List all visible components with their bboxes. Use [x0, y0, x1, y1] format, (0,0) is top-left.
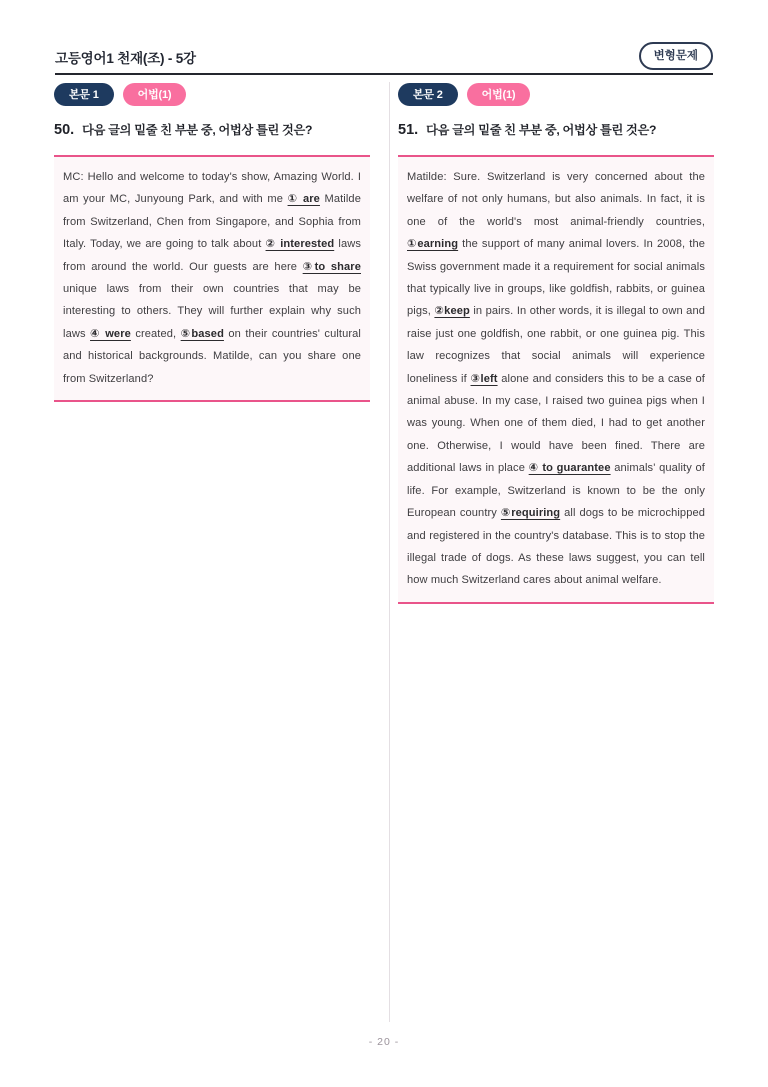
underlined-option: ⑤requiring — [500, 507, 561, 520]
passage-text: Matilde: Sure. Switzerland is very concerned about the welfare of not only humans, but also animals. In fact, it is one of the world's most animal-friendly countries, — [407, 171, 705, 228]
underlined-option: ③left — [470, 372, 498, 385]
passage-text: laws from around the world. Our guests are here — [63, 238, 361, 273]
question-51-column — [398, 82, 714, 604]
underlined-option: ③to share — [302, 260, 361, 273]
underlined-option: ④ to guarantee — [528, 462, 611, 475]
underlined-option: ⑤based — [180, 327, 224, 340]
passage-text: alone and considers this to be a case of animal abuse. In my case, I raised two guinea pigs when I was young. When one of them died, I had to get another one. Otherwise, I would have been fined. There are additional laws in place — [407, 372, 705, 475]
badge-row — [398, 82, 714, 106]
question-prompt: 다음 글의 밑줄 친 부분 중, 어법상 틀린 것은? — [426, 123, 657, 137]
underlined-option: ④ were — [90, 327, 131, 340]
underlined-option: ① are — [287, 193, 320, 206]
passage-text: MC: Hello and welcome to today's show, Amazing World. I am your MC, Junyoung Park, and with me — [63, 171, 361, 206]
passage-text: unique laws from their own countries that may be interesting to others. They will further explain why such laws — [63, 283, 361, 340]
badge-row — [54, 82, 370, 106]
question-number: 50. — [54, 122, 75, 138]
passage-text: in pairs. In other words, it is illegal to own and raise just one goldfish, one rabbit, or one guinea pig. This law recognizes that social animals will experience loneliness if — [407, 305, 705, 385]
variant-problem-badge: 변형문제 — [639, 42, 713, 70]
grammar-type-badge: 어법(1) — [123, 83, 187, 106]
document-title: 고등영어1 천재(조) - 5강 — [55, 51, 196, 66]
passage-text-box — [398, 155, 714, 604]
passage-text: on their countries' cultural and historical backgrounds. Matilde, can you share one from Switzerland? — [63, 327, 361, 385]
underlined-option: ①earning — [407, 238, 459, 251]
passage-text: created, — [130, 327, 181, 340]
passage-number-badge: 본문 2 — [398, 83, 458, 106]
passage-text: Matilde from Switzerland, Chen from Singapore, and Sophia from Italy. Today, we are going to talk about — [63, 193, 361, 251]
question-number: 51. — [398, 122, 419, 138]
question-heading — [54, 121, 370, 142]
passage-text: animals' quality of life. For example, Switzerland is known to be the only European country — [407, 462, 705, 520]
page-number: - 20 - — [368, 1036, 400, 1048]
page-header — [55, 42, 713, 72]
column-divider — [389, 82, 390, 1022]
header-rule — [55, 73, 713, 75]
question-prompt: 다음 글의 밑줄 친 부분 중, 어법상 틀린 것은? — [82, 123, 313, 137]
passage-text: the support of many animal lovers. In 2008, the Swiss government made it a requirement for social animals that typically live in groups, like goldfish, rabbits, or guinea pigs, — [407, 238, 705, 318]
passage-text-box — [54, 155, 370, 402]
passage-text: all dogs to be microchipped and registered in the country's database. This is to stop the illegal trade of dogs. As these laws suggest, you can tell how much Switzerland cares about animal welfare. — [407, 507, 706, 587]
passage-number-badge: 본문 1 — [54, 83, 114, 106]
question-heading — [398, 121, 714, 142]
grammar-type-badge: 어법(1) — [467, 83, 531, 106]
underlined-option: ② interested — [265, 238, 335, 251]
question-50-column — [54, 82, 370, 402]
underlined-option: ②keep — [434, 305, 470, 318]
